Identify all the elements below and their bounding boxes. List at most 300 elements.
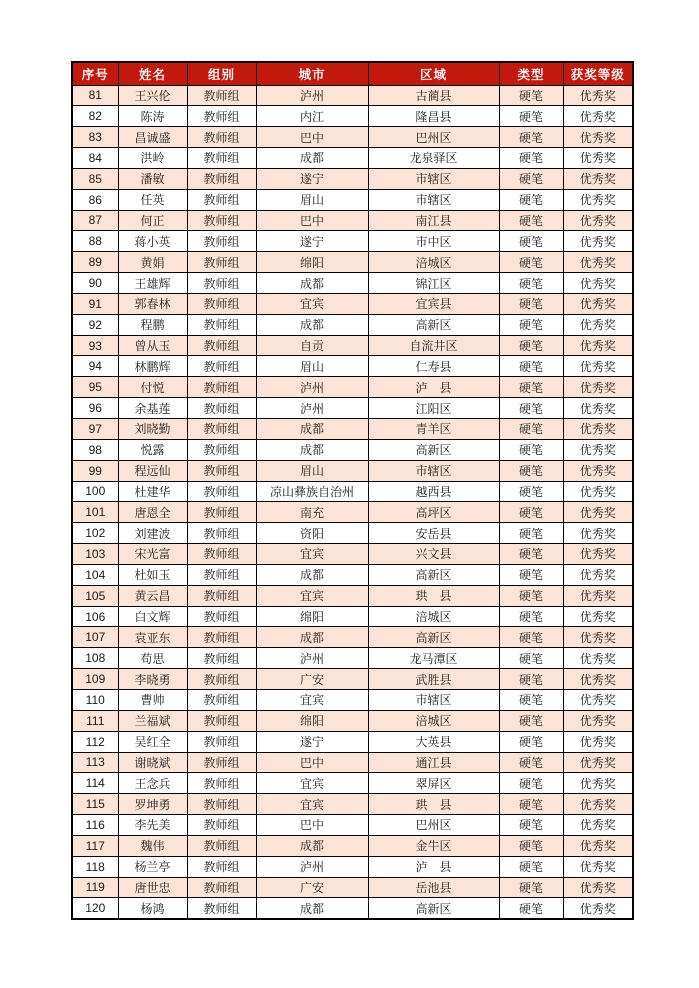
cell-region: 高新区: [368, 564, 499, 585]
table-row: [72, 356, 633, 377]
cell-region: 涪城区: [368, 252, 499, 273]
table-row: [72, 877, 633, 898]
cell-award: 优秀奖: [563, 377, 633, 398]
cell-name: 曾从玉: [118, 335, 187, 356]
cell-no: 105: [72, 585, 118, 606]
cell-group: 教师组: [187, 794, 256, 815]
cell-group: 教师组: [187, 127, 256, 148]
cell-group: 教师组: [187, 293, 256, 314]
cell-no: 91: [72, 293, 118, 314]
table-row: [72, 606, 633, 627]
cell-group: 教师组: [187, 710, 256, 731]
cell-type: 硬笔: [499, 210, 563, 231]
cell-no: 115: [72, 794, 118, 815]
cell-name: 苟思: [118, 648, 187, 669]
cell-group: 教师组: [187, 898, 256, 919]
cell-region: 巴州区: [368, 815, 499, 836]
cell-name: 悦露: [118, 439, 187, 460]
cell-no: 98: [72, 439, 118, 460]
cell-city: 成都: [256, 564, 368, 585]
cell-city: 遂宁: [256, 731, 368, 752]
cell-type: 硬笔: [499, 481, 563, 502]
cell-region: 龙马潭区: [368, 648, 499, 669]
cell-no: 114: [72, 773, 118, 794]
cell-type: 硬笔: [499, 710, 563, 731]
cell-city: 绵阳: [256, 710, 368, 731]
table-row: [72, 564, 633, 585]
cell-region: 锦江区: [368, 273, 499, 294]
cell-group: 教师组: [187, 106, 256, 127]
cell-no: 119: [72, 877, 118, 898]
cell-type: 硬笔: [499, 627, 563, 648]
cell-award: 优秀奖: [563, 148, 633, 169]
cell-award: 优秀奖: [563, 481, 633, 502]
cell-type: 硬笔: [499, 794, 563, 815]
cell-city: 宜宾: [256, 689, 368, 710]
cell-region: 珙 县: [368, 794, 499, 815]
cell-name: 罗坤勇: [118, 794, 187, 815]
table-row: [72, 377, 633, 398]
cell-group: 教师组: [187, 815, 256, 836]
cell-type: 硬笔: [499, 419, 563, 440]
cell-award: 优秀奖: [563, 669, 633, 690]
cell-group: 教师组: [187, 606, 256, 627]
cell-city: 资阳: [256, 523, 368, 544]
cell-award: 优秀奖: [563, 210, 633, 231]
cell-no: 92: [72, 314, 118, 335]
cell-name: 程鹏: [118, 314, 187, 335]
table-row: [72, 544, 633, 565]
cell-type: 硬笔: [499, 398, 563, 419]
cell-name: 王念兵: [118, 773, 187, 794]
cell-region: 翠屏区: [368, 773, 499, 794]
cell-no: 103: [72, 544, 118, 565]
cell-group: 教师组: [187, 314, 256, 335]
cell-no: 89: [72, 252, 118, 273]
cell-name: 陈涛: [118, 106, 187, 127]
cell-award: 优秀奖: [563, 314, 633, 335]
cell-name: 蒋小英: [118, 231, 187, 252]
cell-city: 巴中: [256, 815, 368, 836]
cell-award: 优秀奖: [563, 731, 633, 752]
cell-region: 古蔺县: [368, 85, 499, 106]
cell-type: 硬笔: [499, 231, 563, 252]
cell-name: 洪岭: [118, 148, 187, 169]
cell-type: 硬笔: [499, 377, 563, 398]
cell-name: 程远仙: [118, 460, 187, 481]
table-row: [72, 293, 633, 314]
cell-city: 眉山: [256, 460, 368, 481]
table-row: [72, 252, 633, 273]
cell-type: 硬笔: [499, 335, 563, 356]
cell-no: 84: [72, 148, 118, 169]
cell-name: 李晓勇: [118, 669, 187, 690]
cell-type: 硬笔: [499, 502, 563, 523]
cell-region: 泸 县: [368, 856, 499, 877]
cell-city: 广安: [256, 669, 368, 690]
table-row: [72, 585, 633, 606]
cell-name: 任英: [118, 189, 187, 210]
cell-type: 硬笔: [499, 564, 563, 585]
cell-no: 100: [72, 481, 118, 502]
cell-city: 成都: [256, 419, 368, 440]
cell-name: 袁亚东: [118, 627, 187, 648]
cell-name: 兰福斌: [118, 710, 187, 731]
cell-city: 宜宾: [256, 544, 368, 565]
cell-group: 教师组: [187, 398, 256, 419]
cell-city: 泸州: [256, 377, 368, 398]
cell-name: 何正: [118, 210, 187, 231]
cell-type: 硬笔: [499, 460, 563, 481]
cell-region: 宜宾县: [368, 293, 499, 314]
table-row: [72, 148, 633, 169]
table-row: [72, 627, 633, 648]
cell-award: 优秀奖: [563, 606, 633, 627]
cell-award: 优秀奖: [563, 856, 633, 877]
cell-type: 硬笔: [499, 856, 563, 877]
cell-city: 广安: [256, 877, 368, 898]
cell-group: 教师组: [187, 335, 256, 356]
table-row: [72, 273, 633, 294]
cell-group: 教师组: [187, 419, 256, 440]
cell-no: 86: [72, 189, 118, 210]
table-row: [72, 648, 633, 669]
cell-type: 硬笔: [499, 544, 563, 565]
table-row: [72, 669, 633, 690]
cell-name: 白文辉: [118, 606, 187, 627]
cell-award: 优秀奖: [563, 398, 633, 419]
cell-type: 硬笔: [499, 773, 563, 794]
cell-no: 106: [72, 606, 118, 627]
cell-city: 宜宾: [256, 794, 368, 815]
cell-city: 巴中: [256, 127, 368, 148]
table-row: [72, 127, 633, 148]
cell-type: 硬笔: [499, 585, 563, 606]
table-row: [72, 398, 633, 419]
column-header-award: 获奖等级: [563, 62, 633, 85]
cell-city: 凉山彝族自治州: [256, 481, 368, 502]
cell-no: 108: [72, 648, 118, 669]
cell-type: 硬笔: [499, 106, 563, 127]
cell-no: 118: [72, 856, 118, 877]
cell-group: 教师组: [187, 544, 256, 565]
cell-group: 教师组: [187, 585, 256, 606]
cell-award: 优秀奖: [563, 273, 633, 294]
cell-no: 90: [72, 273, 118, 294]
cell-no: 109: [72, 669, 118, 690]
cell-group: 教师组: [187, 752, 256, 773]
cell-name: 魏伟: [118, 835, 187, 856]
cell-no: 88: [72, 231, 118, 252]
cell-type: 硬笔: [499, 731, 563, 752]
table-row: [72, 710, 633, 731]
cell-region: 武胜县: [368, 669, 499, 690]
cell-award: 优秀奖: [563, 85, 633, 106]
cell-award: 优秀奖: [563, 627, 633, 648]
cell-group: 教师组: [187, 502, 256, 523]
cell-award: 优秀奖: [563, 689, 633, 710]
cell-award: 优秀奖: [563, 752, 633, 773]
cell-no: 82: [72, 106, 118, 127]
table-row: [72, 898, 633, 919]
cell-type: 硬笔: [499, 314, 563, 335]
cell-group: 教师组: [187, 564, 256, 585]
cell-no: 97: [72, 419, 118, 440]
cell-no: 83: [72, 127, 118, 148]
cell-no: 93: [72, 335, 118, 356]
cell-award: 优秀奖: [563, 356, 633, 377]
cell-type: 硬笔: [499, 877, 563, 898]
cell-no: 96: [72, 398, 118, 419]
cell-no: 101: [72, 502, 118, 523]
cell-region: 龙泉驿区: [368, 148, 499, 169]
cell-type: 硬笔: [499, 148, 563, 169]
cell-no: 112: [72, 731, 118, 752]
table-row: [72, 523, 633, 544]
cell-award: 优秀奖: [563, 106, 633, 127]
cell-group: 教师组: [187, 439, 256, 460]
cell-name: 宋光富: [118, 544, 187, 565]
table-row: [72, 856, 633, 877]
cell-award: 优秀奖: [563, 815, 633, 836]
cell-no: 95: [72, 377, 118, 398]
cell-type: 硬笔: [499, 669, 563, 690]
cell-name: 吴红全: [118, 731, 187, 752]
cell-region: 泸 县: [368, 377, 499, 398]
table-row: [72, 210, 633, 231]
cell-city: 自贡: [256, 335, 368, 356]
cell-type: 硬笔: [499, 523, 563, 544]
cell-award: 优秀奖: [563, 835, 633, 856]
cell-group: 教师组: [187, 648, 256, 669]
cell-group: 教师组: [187, 856, 256, 877]
cell-region: 巴州区: [368, 127, 499, 148]
cell-region: 市辖区: [368, 189, 499, 210]
cell-region: 越西县: [368, 481, 499, 502]
cell-city: 成都: [256, 898, 368, 919]
cell-award: 优秀奖: [563, 710, 633, 731]
cell-region: 青羊区: [368, 419, 499, 440]
cell-type: 硬笔: [499, 127, 563, 148]
cell-award: 优秀奖: [563, 168, 633, 189]
cell-type: 硬笔: [499, 648, 563, 669]
cell-name: 昌诚盛: [118, 127, 187, 148]
cell-city: 成都: [256, 148, 368, 169]
cell-region: 珙 县: [368, 585, 499, 606]
cell-name: 唐恩全: [118, 502, 187, 523]
table-row: [72, 106, 633, 127]
cell-city: 成都: [256, 835, 368, 856]
cell-region: 市辖区: [368, 168, 499, 189]
cell-type: 硬笔: [499, 293, 563, 314]
cell-type: 硬笔: [499, 898, 563, 919]
cell-award: 优秀奖: [563, 502, 633, 523]
cell-no: 85: [72, 168, 118, 189]
table-row: [72, 189, 633, 210]
cell-name: 唐世忠: [118, 877, 187, 898]
cell-award: 优秀奖: [563, 523, 633, 544]
cell-award: 优秀奖: [563, 189, 633, 210]
column-header-name: 姓名: [118, 62, 187, 85]
cell-region: 南江县: [368, 210, 499, 231]
header-row: [72, 62, 633, 85]
cell-region: 通江县: [368, 752, 499, 773]
table-header: [72, 62, 633, 85]
cell-city: 内江: [256, 106, 368, 127]
cell-group: 教师组: [187, 627, 256, 648]
cell-group: 教师组: [187, 523, 256, 544]
cell-group: 教师组: [187, 168, 256, 189]
cell-award: 优秀奖: [563, 564, 633, 585]
cell-no: 107: [72, 627, 118, 648]
table-body: [72, 85, 633, 919]
cell-group: 教师组: [187, 773, 256, 794]
cell-award: 优秀奖: [563, 252, 633, 273]
cell-city: 南充: [256, 502, 368, 523]
cell-region: 高坪区: [368, 502, 499, 523]
cell-no: 99: [72, 460, 118, 481]
cell-award: 优秀奖: [563, 439, 633, 460]
cell-city: 遂宁: [256, 168, 368, 189]
cell-region: 涪城区: [368, 710, 499, 731]
cell-no: 120: [72, 898, 118, 919]
cell-type: 硬笔: [499, 439, 563, 460]
cell-type: 硬笔: [499, 689, 563, 710]
cell-city: 眉山: [256, 189, 368, 210]
cell-name: 杨鸿: [118, 898, 187, 919]
cell-type: 硬笔: [499, 835, 563, 856]
cell-group: 教师组: [187, 669, 256, 690]
cell-name: 刘建波: [118, 523, 187, 544]
cell-award: 优秀奖: [563, 460, 633, 481]
table-row: [72, 815, 633, 836]
cell-group: 教师组: [187, 189, 256, 210]
cell-award: 优秀奖: [563, 231, 633, 252]
cell-region: 市辖区: [368, 460, 499, 481]
cell-award: 优秀奖: [563, 419, 633, 440]
cell-city: 巴中: [256, 210, 368, 231]
award-list-table-container: [71, 61, 634, 920]
cell-group: 教师组: [187, 85, 256, 106]
cell-name: 杜如玉: [118, 564, 187, 585]
cell-region: 江阳区: [368, 398, 499, 419]
cell-name: 李先美: [118, 815, 187, 836]
table-row: [72, 439, 633, 460]
cell-type: 硬笔: [499, 273, 563, 294]
cell-group: 教师组: [187, 252, 256, 273]
cell-region: 市辖区: [368, 689, 499, 710]
cell-name: 杜建华: [118, 481, 187, 502]
cell-name: 王雄辉: [118, 273, 187, 294]
column-header-city: 城市: [256, 62, 368, 85]
table-row: [72, 168, 633, 189]
cell-city: 巴中: [256, 752, 368, 773]
cell-name: 付悦: [118, 377, 187, 398]
cell-region: 仁寿县: [368, 356, 499, 377]
cell-award: 优秀奖: [563, 648, 633, 669]
cell-region: 涪城区: [368, 606, 499, 627]
award-table: [71, 61, 634, 920]
cell-name: 王兴伦: [118, 85, 187, 106]
cell-award: 优秀奖: [563, 335, 633, 356]
cell-region: 市中区: [368, 231, 499, 252]
table-row: [72, 314, 633, 335]
cell-region: 高新区: [368, 898, 499, 919]
cell-name: 黄云昌: [118, 585, 187, 606]
cell-region: 大英县: [368, 731, 499, 752]
column-header-region: 区域: [368, 62, 499, 85]
cell-no: 94: [72, 356, 118, 377]
cell-group: 教师组: [187, 689, 256, 710]
table-row: [72, 85, 633, 106]
cell-region: 兴文县: [368, 544, 499, 565]
table-row: [72, 481, 633, 502]
cell-region: 自流井区: [368, 335, 499, 356]
cell-name: 黄娟: [118, 252, 187, 273]
cell-no: 117: [72, 835, 118, 856]
cell-type: 硬笔: [499, 189, 563, 210]
cell-city: 泸州: [256, 856, 368, 877]
cell-group: 教师组: [187, 481, 256, 502]
cell-name: 谢晓斌: [118, 752, 187, 773]
table-row: [72, 335, 633, 356]
cell-region: 隆昌县: [368, 106, 499, 127]
cell-region: 高新区: [368, 314, 499, 335]
cell-group: 教师组: [187, 273, 256, 294]
cell-award: 优秀奖: [563, 794, 633, 815]
cell-name: 曹帅: [118, 689, 187, 710]
cell-no: 104: [72, 564, 118, 585]
cell-region: 金牛区: [368, 835, 499, 856]
table-row: [72, 731, 633, 752]
cell-award: 优秀奖: [563, 773, 633, 794]
cell-city: 成都: [256, 439, 368, 460]
cell-group: 教师组: [187, 835, 256, 856]
cell-group: 教师组: [187, 377, 256, 398]
table-row: [72, 689, 633, 710]
cell-type: 硬笔: [499, 85, 563, 106]
cell-award: 优秀奖: [563, 127, 633, 148]
cell-no: 87: [72, 210, 118, 231]
cell-city: 成都: [256, 314, 368, 335]
table-row: [72, 419, 633, 440]
cell-name: 杨兰亭: [118, 856, 187, 877]
cell-name: 郭春林: [118, 293, 187, 314]
column-header-no: 序号: [72, 62, 118, 85]
cell-city: 泸州: [256, 648, 368, 669]
table-row: [72, 231, 633, 252]
cell-award: 优秀奖: [563, 293, 633, 314]
cell-no: 102: [72, 523, 118, 544]
cell-award: 优秀奖: [563, 544, 633, 565]
cell-city: 成都: [256, 273, 368, 294]
cell-group: 教师组: [187, 877, 256, 898]
cell-type: 硬笔: [499, 752, 563, 773]
cell-award: 优秀奖: [563, 898, 633, 919]
cell-city: 遂宁: [256, 231, 368, 252]
cell-group: 教师组: [187, 356, 256, 377]
cell-city: 泸州: [256, 85, 368, 106]
cell-no: 81: [72, 85, 118, 106]
cell-group: 教师组: [187, 731, 256, 752]
cell-region: 高新区: [368, 627, 499, 648]
cell-region: 高新区: [368, 439, 499, 460]
cell-type: 硬笔: [499, 815, 563, 836]
cell-type: 硬笔: [499, 606, 563, 627]
cell-region: 岳池县: [368, 877, 499, 898]
column-header-group: 组别: [187, 62, 256, 85]
cell-city: 眉山: [256, 356, 368, 377]
